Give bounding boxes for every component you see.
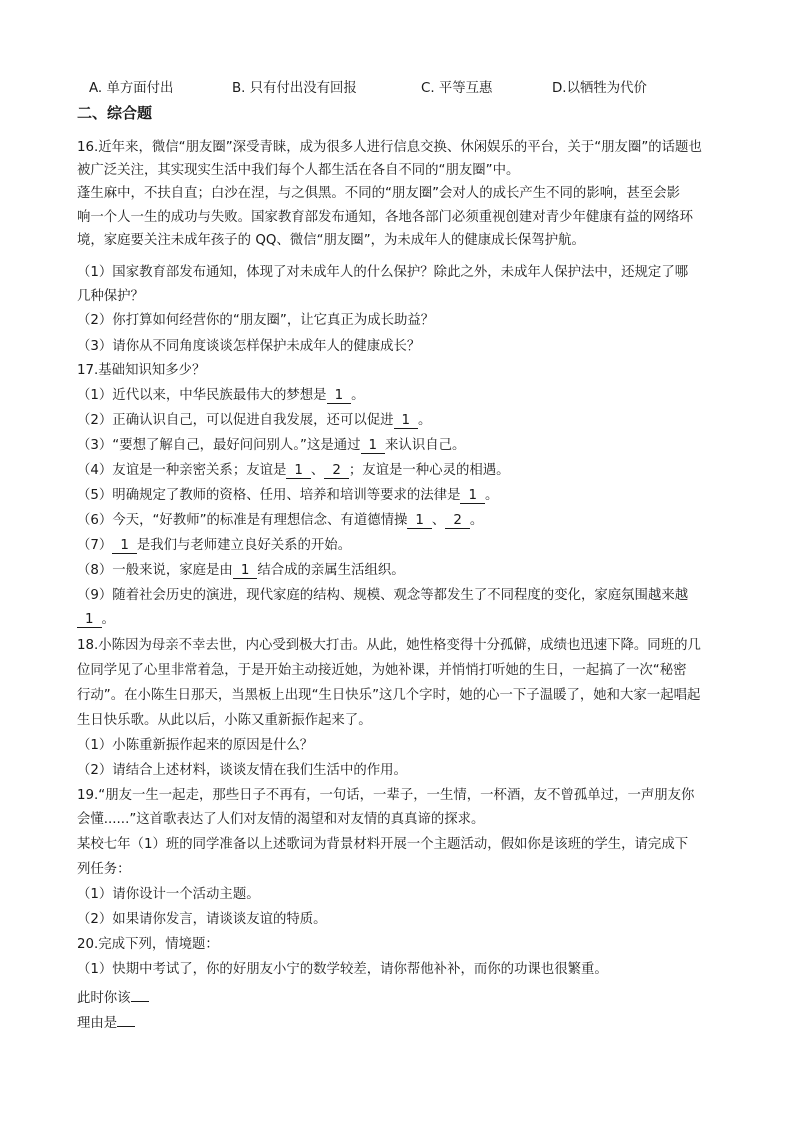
answer-blank[interactable]: 1 [327, 388, 352, 404]
q16-sub-2: （2）你打算如何经营你的“朋友圈”，让它真正为成长助益？ [77, 313, 435, 328]
q17-item-9: （9）随着社会历史的演进，现代家庭的结构、规模、观念等都发生了不同程度的变化，家庭氛围越来越 [77, 588, 689, 603]
answer-blank[interactable]: 1 [394, 413, 419, 429]
q18-sub-2: （2）请结合上述材料，谈谈友情在我们生活中的作用。 [77, 763, 407, 778]
q17-item-2 [77, 412, 727, 430]
q16-line-4: 响一个人一生的成功与失败。国家教育部发布通知，各地各部门必须重视创建对青少年健康有益的网络环 [77, 210, 693, 225]
q18-line-2: 位同学见了心里非常着急，于是开始主动接近她，为她补课，并悄悄打听她的生日，一起搞了一次“秘密 [77, 663, 687, 678]
q20-reason-label: 理由是 [77, 1016, 118, 1031]
q16-sub-1a: （1）国家教育部发布通知，体现了对未成年人的什么保护？除此之外，未成年人保护法中，还规定了哪 [77, 265, 689, 280]
answer-blank[interactable] [131, 987, 149, 1002]
q17-item-5-end: 。 [485, 488, 499, 503]
q19-line-2: 会懂......”这首歌表达了人们对友情的渴望和对友情的真真谛的探求。 [77, 812, 485, 827]
q19-sub-1: （1）请你设计一个活动主题。 [77, 887, 260, 902]
q17-item-1 [77, 387, 727, 405]
answer-blank[interactable]: 1 [407, 513, 432, 529]
answer-blank[interactable]: 1 [286, 463, 311, 479]
q17-item-7-end: 是我们与老师建立良好关系的开始。 [136, 538, 352, 553]
q17-item-3 [77, 437, 727, 455]
q17-item-3-text: （3）“要想了解自己，最好问问别人。”这是通过 [77, 438, 361, 453]
q20-now-label: 此时你该 [77, 991, 131, 1006]
q17-item-6-sep: 、 [431, 513, 446, 528]
q17-item-2-text: （2）正确认识自己，可以促进自我发展，还可以促进 [77, 413, 394, 428]
q18-line-4: 生日快乐歌。从此以后，小陈又重新振作起来了。 [77, 713, 372, 728]
option-d: D.以牺牲为代价 [552, 81, 647, 96]
q17-item-6-text: （6）今天，“好教师”的标准是有理想信念、有道德情操 [77, 513, 408, 528]
answer-blank[interactable]: 2 [324, 463, 349, 479]
q19-sub-2: （2）如果请你发言，请谈谈友谊的特质。 [77, 912, 327, 927]
q16-line-1: 16.近年来，微信“朋友圈”深受青睐，成为很多人进行信息交换、休闲娱乐的平台，关于“朋友圈”的话题也 [77, 140, 702, 155]
option-a: A. 单方面付出 [89, 81, 174, 96]
q16-line-5: 境，家庭要关注未成年孩子的 QQ、微信“朋友圈”，为未成年人的健康成长保驾护航。 [77, 233, 585, 248]
answer-blank[interactable]: 1 [460, 488, 485, 504]
q19-line-3: 某校七年（1）班的同学准备以上述歌词为背景材料开展一个主题活动，假如你是该班的学生，请完成下 [77, 837, 689, 852]
q20-reason-line [77, 1012, 727, 1033]
answer-blank[interactable] [117, 1012, 135, 1027]
answer-blank[interactable]: 1 [112, 538, 137, 554]
q17-item-6-end: 。 [469, 513, 484, 528]
q17-item-4-sep: 、 [310, 463, 325, 478]
q17-item-8-end: 结合成的亲属生活组织。 [257, 563, 405, 578]
q16-sub-1b: 几种保护？ [77, 289, 144, 304]
q17-item-5-text: （5）明确规定了教师的资格、任用、培养和培训等要求的法律是 [77, 488, 461, 503]
q17-item-3-end: 来认识自己。 [385, 438, 466, 453]
option-b: B. 只有付出没有回报 [232, 81, 357, 96]
answer-blank[interactable]: 1 [233, 563, 258, 579]
q18-line-3: 行动”。在小陈生日那天，当黑板上出现“生日快乐”这几个字时，她的心一下子温暖了，她和大家一起唱起 [77, 688, 701, 703]
q17-item-4-text: （4）友谊是一种亲密关系；友谊是 [77, 463, 287, 478]
q18-sub-1: （1）小陈重新振作起来的原因是什么？ [77, 738, 314, 753]
q17-item-9-end: 。 [101, 612, 115, 627]
q18-line-1: 18.小陈因为母亲不幸去世，内心受到极大打击。从此，她性格变得十分孤僻，成绩也迅速下降。同班的几 [77, 638, 701, 653]
q16-line-2: 被广泛关注，其实现实生活中我们每个人都生活在各自不同的“朋友圈”中。 [77, 163, 520, 178]
q17-item-7-text: （7） [77, 538, 113, 553]
answer-blank[interactable]: 1 [77, 612, 102, 628]
q19-line-4: 列任务： [77, 862, 131, 877]
option-c: C. 平等互惠 [421, 81, 493, 96]
answer-blank[interactable]: 2 [445, 513, 470, 529]
q16-line-3: 蓬生麻中，不扶自直；白沙在涅，与之俱黑。不同的“朋友圈”会对人的成长产生不同的影响，甚至会影 [77, 186, 681, 201]
q17-title: 17.基础知识知多少？ [77, 363, 206, 378]
q17-item-7 [77, 537, 727, 555]
q19-line-1: 19.“朋友一生一起走，那些日子不再有，一句话，一辈子，一生情，一杯酒，友不曾孤单过，一声朋友你 [77, 788, 695, 803]
q17-item-9-cont [77, 611, 727, 629]
q17-item-8-text: （8）一般来说，家庭是由 [77, 563, 233, 578]
q17-item-1-text: （1）近代以来，中华民族最伟大的梦想是 [77, 388, 327, 403]
q20-sub-1: （1）快期中考试了，你的好朋友小宁的数学较差，请你帮他补补，而你的功课也很繁重。 [77, 962, 608, 977]
q20-now-line [77, 987, 727, 1008]
section-title: 二、综合题 [77, 104, 153, 122]
q17-item-4-end: ；友谊是一种心灵的相遇。 [348, 463, 510, 478]
answer-blank[interactable]: 1 [361, 438, 386, 454]
q17-item-8 [77, 562, 727, 580]
q17-item-5 [77, 487, 727, 505]
q20-title: 20.完成下列，情境题： [77, 937, 219, 952]
q17-item-4 [77, 462, 727, 480]
q16-sub-3: （3）请你从不同角度谈谈怎样保护未成年人的健康成长？ [77, 339, 421, 354]
q17-item-6 [77, 512, 727, 530]
q17-item-2-end: 。 [418, 413, 432, 428]
q17-item-1-end: 。 [351, 388, 365, 403]
